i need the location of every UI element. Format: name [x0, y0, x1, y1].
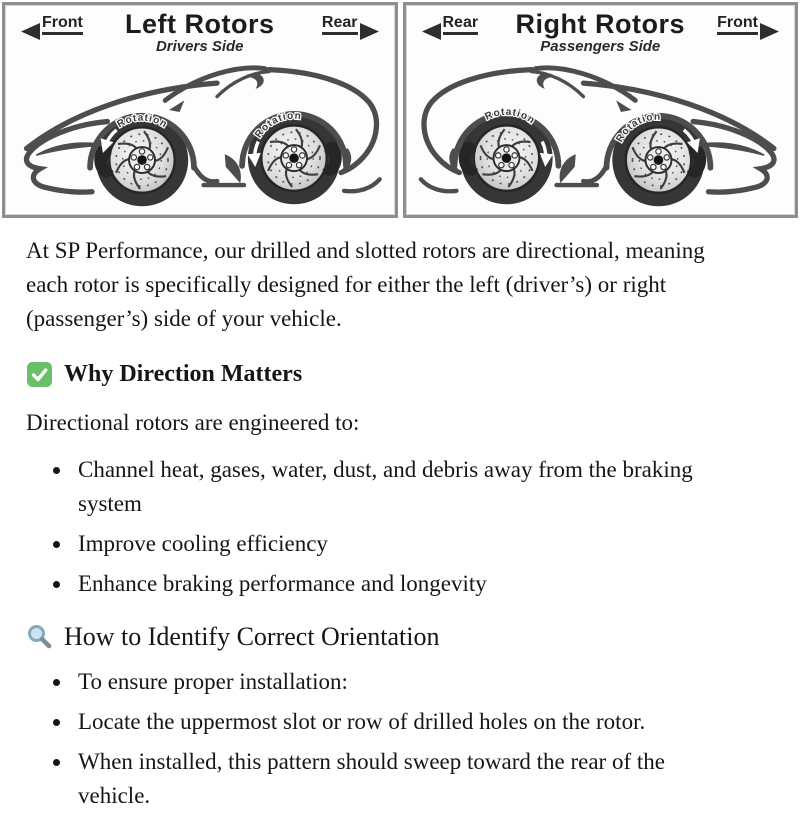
heading-text: Why Direction Matters: [64, 361, 303, 388]
heading-text: How to Identify Correct Orientation: [64, 622, 440, 652]
list-item: • Locate the uppermost slot or row of drilled holes on the rotor.: [73, 705, 738, 739]
list-item: • Enhance braking performance and longevity: [73, 567, 738, 601]
rotation-label: Rotation: [613, 111, 661, 145]
panel-subtitle: Drivers Side: [155, 38, 244, 56]
benefits-list: [26, 453, 774, 601]
panel-title: Left Rotors: [125, 9, 275, 39]
rear-direction-label: Rear: [422, 15, 479, 35]
article-body: [0, 218, 800, 813]
list-item: • Channel heat, gases, water, dust, and debris away from the braking system: [73, 453, 738, 521]
rotor-direction-diagram: [0, 0, 800, 218]
list-item: • To ensure proper installation:: [73, 665, 738, 699]
intro-paragraph: At SP Performance, our drilled and slotted rotors are directional, meaning each rotor is specifically designed for either the left (driver’s) or right (passenger’s) side of your vehicle.: [26, 238, 705, 332]
section-heading-identify-orientation: [26, 621, 774, 652]
arrow-left-icon: [422, 23, 441, 40]
front-direction-label: Front: [21, 15, 83, 35]
panel-header: [5, 5, 395, 60]
orientation-steps-list: [26, 665, 774, 813]
rear-direction-label: Rear: [322, 15, 379, 35]
list-item: • Improve cooling efficiency: [73, 527, 738, 561]
car-left-side-illustration: [5, 60, 395, 212]
arrow-left-icon: [21, 23, 40, 40]
front-direction-label: Front: [717, 15, 779, 35]
left-rotors-panel: [2, 2, 398, 218]
check-icon: [26, 361, 53, 388]
right-rotors-panel: [403, 2, 799, 218]
lead-paragraph: Directional rotors are engineered to:: [26, 409, 360, 435]
magnifier-icon: [26, 623, 53, 650]
arrow-right-icon: [360, 23, 379, 40]
rotation-label: Rotation: [253, 110, 303, 141]
arrow-right-icon: [760, 23, 779, 40]
panel-subtitle: Passengers Side: [540, 38, 661, 56]
rotation-label: Rotation: [482, 106, 537, 127]
rotation-label: Rotation: [115, 112, 170, 131]
section-heading-why-direction-matters: [26, 360, 774, 389]
list-item: • When installed, this pattern should sweep toward the rear of the vehicle.: [73, 745, 738, 813]
car-right-side-illustration: [406, 60, 796, 212]
panel-header: [406, 5, 796, 60]
panel-title: Right Rotors: [515, 9, 685, 39]
